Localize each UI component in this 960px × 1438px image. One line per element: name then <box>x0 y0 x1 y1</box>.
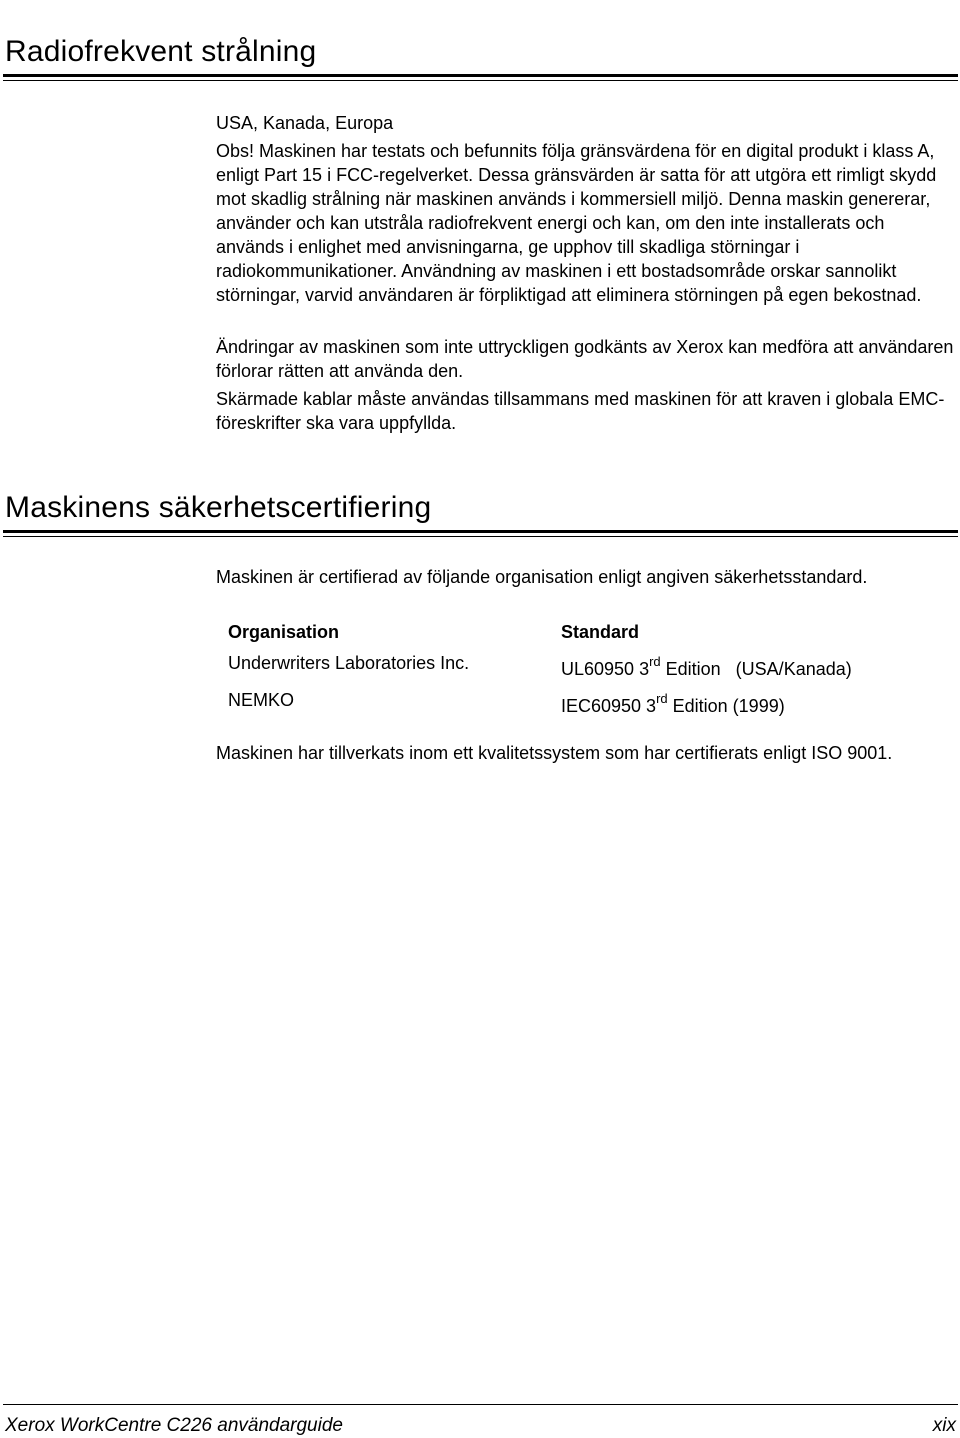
table-cell-organisation: NEMKO <box>228 690 295 710</box>
page-number: xix <box>932 1415 956 1436</box>
heading-rule-thick <box>3 74 958 77</box>
heading-rule-thin <box>3 536 958 537</box>
footer-title: Xerox WorkCentre C226 användarguide <box>5 1415 343 1436</box>
radio-paragraph-main: Obs! Maskinen har testats och befunnits följa gränsvärdena för en digital produkt i klass A, enligt Part 15 i FCC-regelverket. Dessa gränsvärden är satta för att utgöra ett rimligt skydd mot skadlig strålning när maskinen används i kommersiell miljö. Denna maskin genererar, använder och kan utstråla radiofrekvent energi och kan, om den inte installerats och används i enlighet med anvisningarna, ge upphov till skadliga störningar i radiokommunikationer. Användning av maskinen i ett bostadsområde orskar sannolikt störningar, varvid användaren är förpliktigad att eliminera störningen på egen bekostnad. <box>216 141 937 305</box>
radio-paragraph-cables: Skärmade kablar måste användas tillsammans med maskinen för att kraven i globala EMC-föreskrifter ska vara uppfyllda. <box>216 389 945 433</box>
region-line: USA, Kanada, Europa <box>216 113 394 133</box>
section-heading-radio: Radiofrekvent strålning <box>5 35 317 68</box>
table-cell-standard: IEC60950 3rd Edition (1999) <box>561 691 785 716</box>
certification-intro: Maskinen är certifierad av följande organisation enligt angiven säkerhetsstandard. <box>216 567 868 587</box>
radio-paragraph-changes: Ändringar av maskinen som inte uttryckligen godkänts av Xerox kan medföra att användaren förlorar rätten att använda den. <box>216 337 954 381</box>
table-cell-standard: UL60950 3rd Edition (USA/Kanada) <box>561 654 852 679</box>
heading-rule-thin <box>3 80 958 81</box>
footer-rule <box>3 1404 958 1405</box>
table-header-organisation: Organisation <box>228 622 340 642</box>
table-header-standard: Standard <box>561 622 640 642</box>
section-heading-certification: Maskinens säkerhetscertifiering <box>5 491 432 524</box>
quality-statement: Maskinen har tillverkats inom ett kvalitetssystem som har certifierats enligt ISO 9001. <box>216 743 893 763</box>
table-cell-organisation: Underwriters Laboratories Inc. <box>228 653 470 673</box>
heading-rule-thick <box>3 530 958 533</box>
